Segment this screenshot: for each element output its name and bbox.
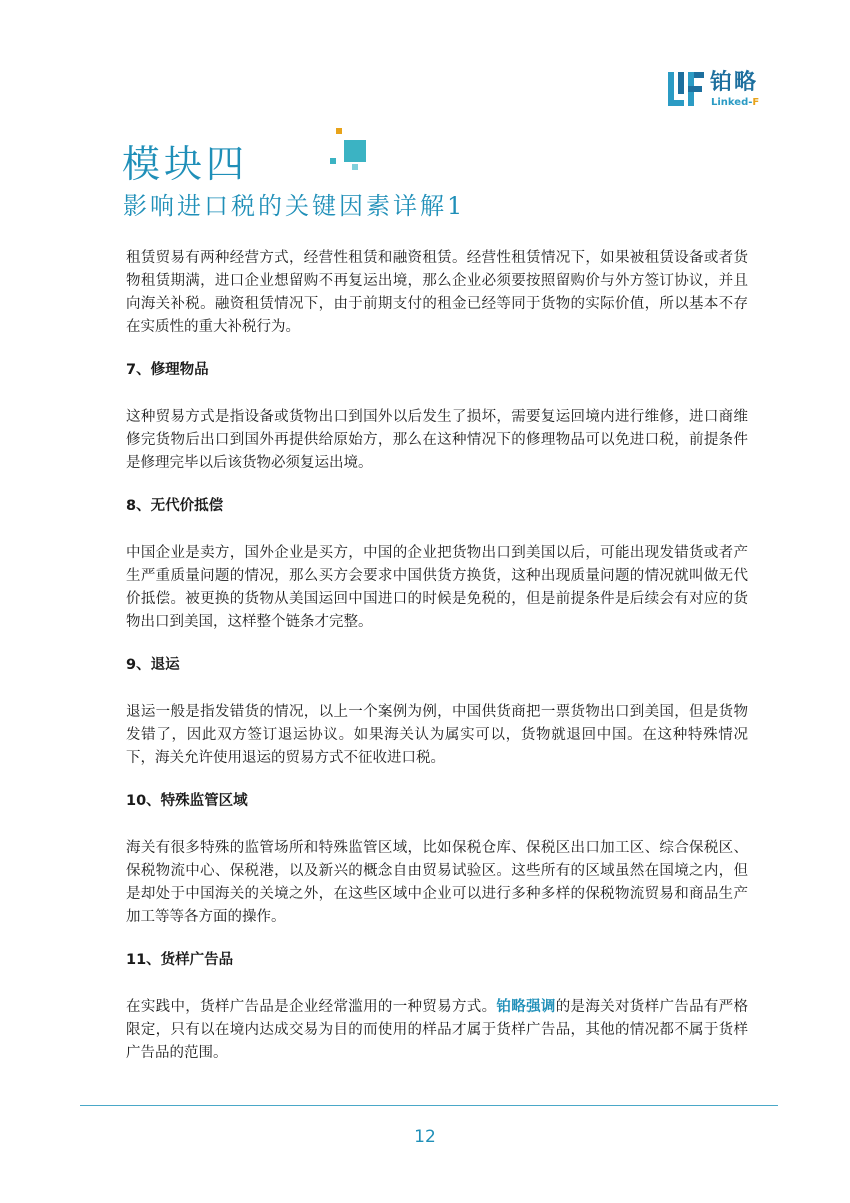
paragraph-repair-items: 这种贸易方式是指设备或货物出口到国外以后发生了损坏，需要复运回境内进行维修，进口商维修完货物后出口到国外再提供给原始方，那么在这种情况下的修理物品可以免进口税，前提条件是修理完毕以后该货物必须复运出境。: [126, 409, 748, 471]
paragraph-free-compensation: 中国企业是卖方，国外企业是买方，中国的企业把货物出口到美国以后，可能出现发错货或者产生严重质量问题的情况，那么买方会要求中国供货方换货，这种出现质量问题的情况就叫做无代价抵偿。被更换的货物从美国运回中国进口的时候是免税的，但是前提条件是后续会有对应的货物出口到美国，这样整个链条才完整。: [126, 545, 748, 630]
paragraph-leasing: 租赁贸易有两种经营方式，经营性租赁和融资租赁。经营性租赁情况下，如果被租赁设备或者货物租赁期满，进口企业想留购不再复运出境，那么企业必须要按照留购价与外方签订协议，并且向海关补税。融资租赁情况下，由于前期支付的租金已经等同于货物的实际价值，所以基本不存在实质性的重大补税行为。: [126, 250, 748, 335]
paragraph-samples-advertising: 在实践中，货样广告品是企业经常滥用的一种贸易方式。铂略强调的是海关对货样广告品有严格限定，只有以在境内达成交易为目的而使用的样品才属于货样广告品，其他的情况都不属于货样广告品的范围。: [126, 999, 749, 1061]
decorative-squares-icon: [330, 128, 370, 172]
paragraph-special-zones: 海关有很多特殊的监管场所和特殊监管区域，比如保税仓库、保税区出口加工区、综合保税区、保税物流中心、保税港，以及新兴的概念自由贸易试验区。这些所有的区域虽然在国境之内，但是却处于中国海关的关境之外，在这些区域中企业可以进行多种多样的保税物流贸易和商品生产加工等等各方面的操作。: [126, 840, 748, 925]
paragraph-return-shipment: 退运一般是指发错货的情况，以上一个案例为例，中国供货商把一票货物出口到美国，但是货物发错了，因此双方签订退运协议。如果海关认为属实可以，货物就退回中国。在这种特殊情况下，海关允许使用退运的贸易方式不征收进口税。: [126, 704, 748, 766]
heading-repair-items: 7、修理物品: [126, 362, 209, 378]
heading-samples-advertising: 11、货样广告品: [126, 952, 234, 968]
brand-logo: [668, 70, 778, 110]
logo-chinese-name: 铂略: [710, 70, 759, 95]
logo-mark-icon: [668, 72, 704, 106]
logo-english-name: Linked-F: [711, 97, 760, 108]
heading-free-compensation: 8、无代价抵偿: [126, 498, 224, 514]
footer-divider: [80, 1105, 778, 1106]
highlight-text: 铂略强调: [496, 999, 556, 1015]
heading-special-zones: 10、特殊监管区域: [126, 793, 248, 809]
heading-return-shipment: 9、退运: [126, 657, 180, 673]
document-body: [126, 247, 748, 1065]
module-subtitle: 影响进口税的关键因素详解1: [123, 192, 466, 220]
module-title: 模块四: [122, 142, 249, 186]
page-number: 12: [414, 1127, 436, 1147]
